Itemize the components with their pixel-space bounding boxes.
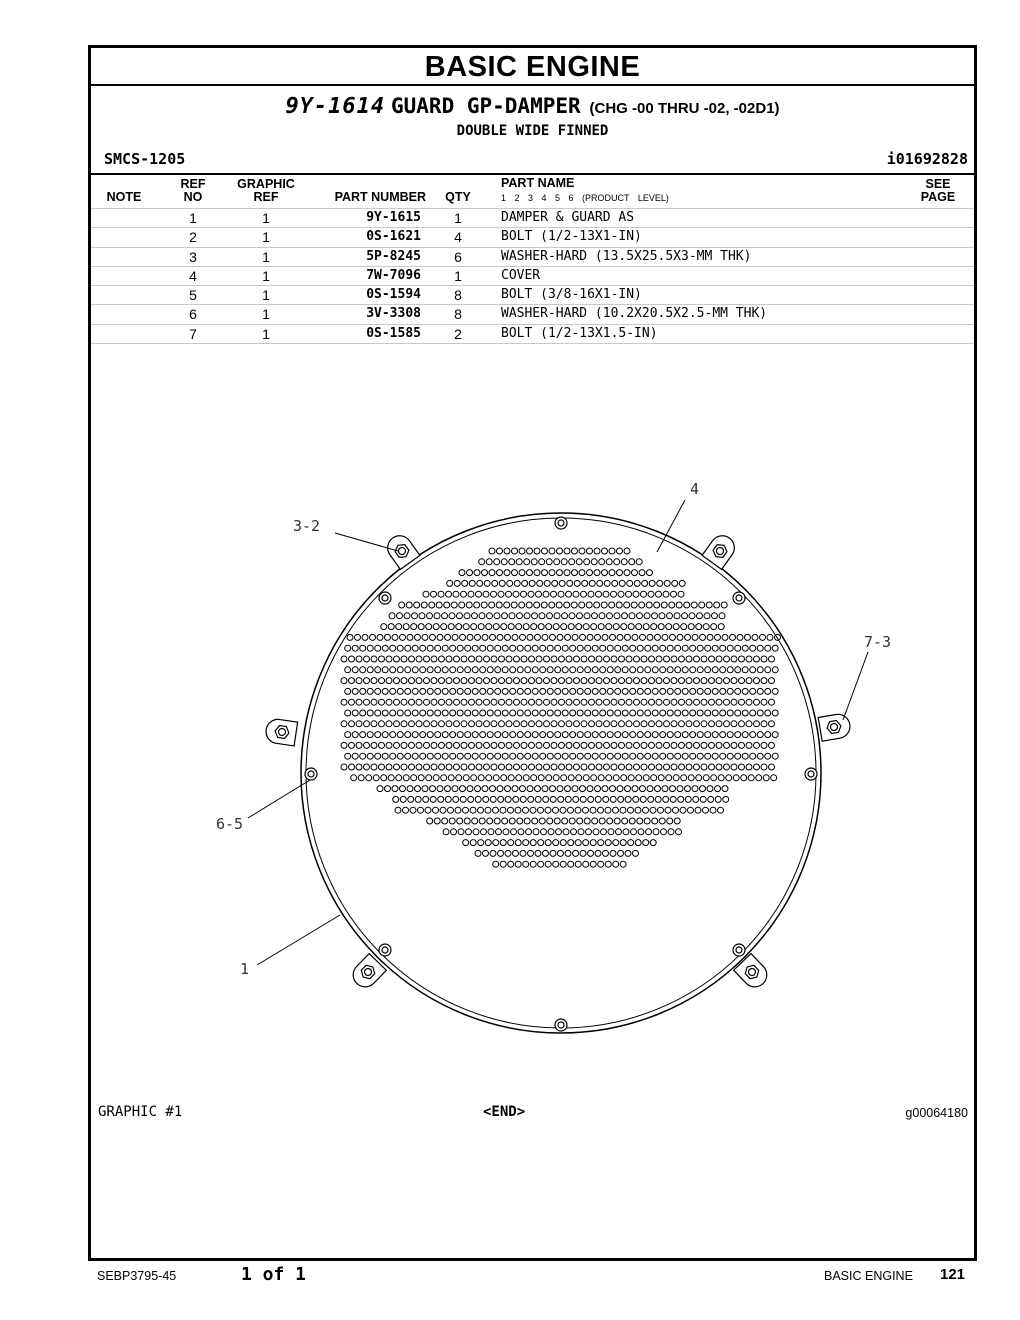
part-number: 0S-1585 xyxy=(366,325,421,341)
footer-page-of: 1 of 1 xyxy=(241,1264,307,1285)
footer-section: BASIC ENGINE xyxy=(824,1269,913,1283)
assembly-description: DOUBLE WIDE FINNED xyxy=(456,123,609,139)
ref-no: 3 xyxy=(189,248,197,265)
part-name: WASHER-HARD (10.2X20.5X2.5-MM THK) xyxy=(501,306,768,322)
perforation-pattern xyxy=(341,548,781,867)
col-ref-no: REF NO xyxy=(180,177,206,204)
graphic-ref: 1 xyxy=(262,325,270,342)
part-name: COVER xyxy=(501,267,541,283)
part-name: WASHER-HARD (13.5X25.5X3-MM THK) xyxy=(501,248,752,264)
quantity: 4 xyxy=(454,229,462,246)
callout-6-5: 6-5 xyxy=(216,815,244,833)
quantity: 1 xyxy=(454,210,462,226)
ref-no: 1 xyxy=(189,210,197,226)
part-number: 9Y-1615 xyxy=(366,210,421,225)
part-name: DAMPER & GUARD AS xyxy=(501,210,635,225)
graphic-ref: 1 xyxy=(262,306,270,323)
assembly-part-name: GUARD GP-DAMPER xyxy=(391,94,581,118)
quantity: 1 xyxy=(454,267,462,284)
col-see-page: SEE PAGE xyxy=(920,177,956,204)
col-part-name: PART NAME xyxy=(501,176,575,190)
ref-no: 4 xyxy=(189,267,197,284)
smcs-code: SMCS-1205 xyxy=(104,150,186,168)
graphic-label: GRAPHIC #1 xyxy=(98,1104,183,1120)
graphic-ref: 1 xyxy=(262,287,270,304)
part-number: 0S-1621 xyxy=(366,229,421,245)
part-name: BOLT (1/2-13X1.5-IN) xyxy=(501,325,658,341)
callout-3-2: 3-2 xyxy=(293,517,321,535)
callout-4: 4 xyxy=(690,480,700,498)
col-part-number: PART NUMBER xyxy=(334,190,426,204)
footer-document-id: SEBP3795-45 xyxy=(97,1269,177,1283)
part-number: 3V-3308 xyxy=(366,306,421,322)
part-name: BOLT (1/2-13X1-IN) xyxy=(501,229,642,245)
product-level-header: 1 2 3 4 5 6 (PRODUCT LEVEL) xyxy=(501,193,669,203)
graphic-ref: 1 xyxy=(262,229,270,246)
ref-no: 7 xyxy=(189,325,197,342)
part-name: BOLT (3/8-16X1-IN) xyxy=(501,287,642,303)
col-qty: QTY xyxy=(445,190,471,204)
footer-page-number: 121 xyxy=(940,1266,966,1283)
col-note: NOTE xyxy=(106,190,142,204)
change-range: (CHG -00 THRU -02, -02D1) xyxy=(589,100,780,117)
mounting-lugs xyxy=(264,531,851,992)
graphic-ref: 1 xyxy=(262,248,270,265)
col-graphic-ref: GRAPHIC REF xyxy=(237,177,295,204)
part-number: 7W-7096 xyxy=(366,267,421,283)
callout-1: 1 xyxy=(240,960,250,978)
quantity: 2 xyxy=(454,325,462,342)
part-number: 5P-8245 xyxy=(366,248,421,264)
part-number: 0S-1594 xyxy=(366,287,421,303)
quantity: 6 xyxy=(454,248,462,265)
graphic-ref: 1 xyxy=(262,210,270,226)
ref-no: 6 xyxy=(189,306,197,323)
ref-no: 5 xyxy=(189,287,197,304)
illustration-id: i01692828 xyxy=(886,150,968,168)
quantity: 8 xyxy=(454,306,462,323)
quantity: 8 xyxy=(454,287,462,304)
bolt-holes xyxy=(305,517,817,1031)
page-title: BASIC ENGINE xyxy=(424,51,641,83)
graphic-id: g00064180 xyxy=(905,1106,968,1120)
ref-no: 2 xyxy=(189,229,197,246)
callout-7-3: 7-3 xyxy=(864,633,892,651)
assembly-part-number: 9Y-1614 xyxy=(285,94,386,119)
graphic-ref: 1 xyxy=(262,267,270,284)
end-marker: <END> xyxy=(483,1104,526,1120)
